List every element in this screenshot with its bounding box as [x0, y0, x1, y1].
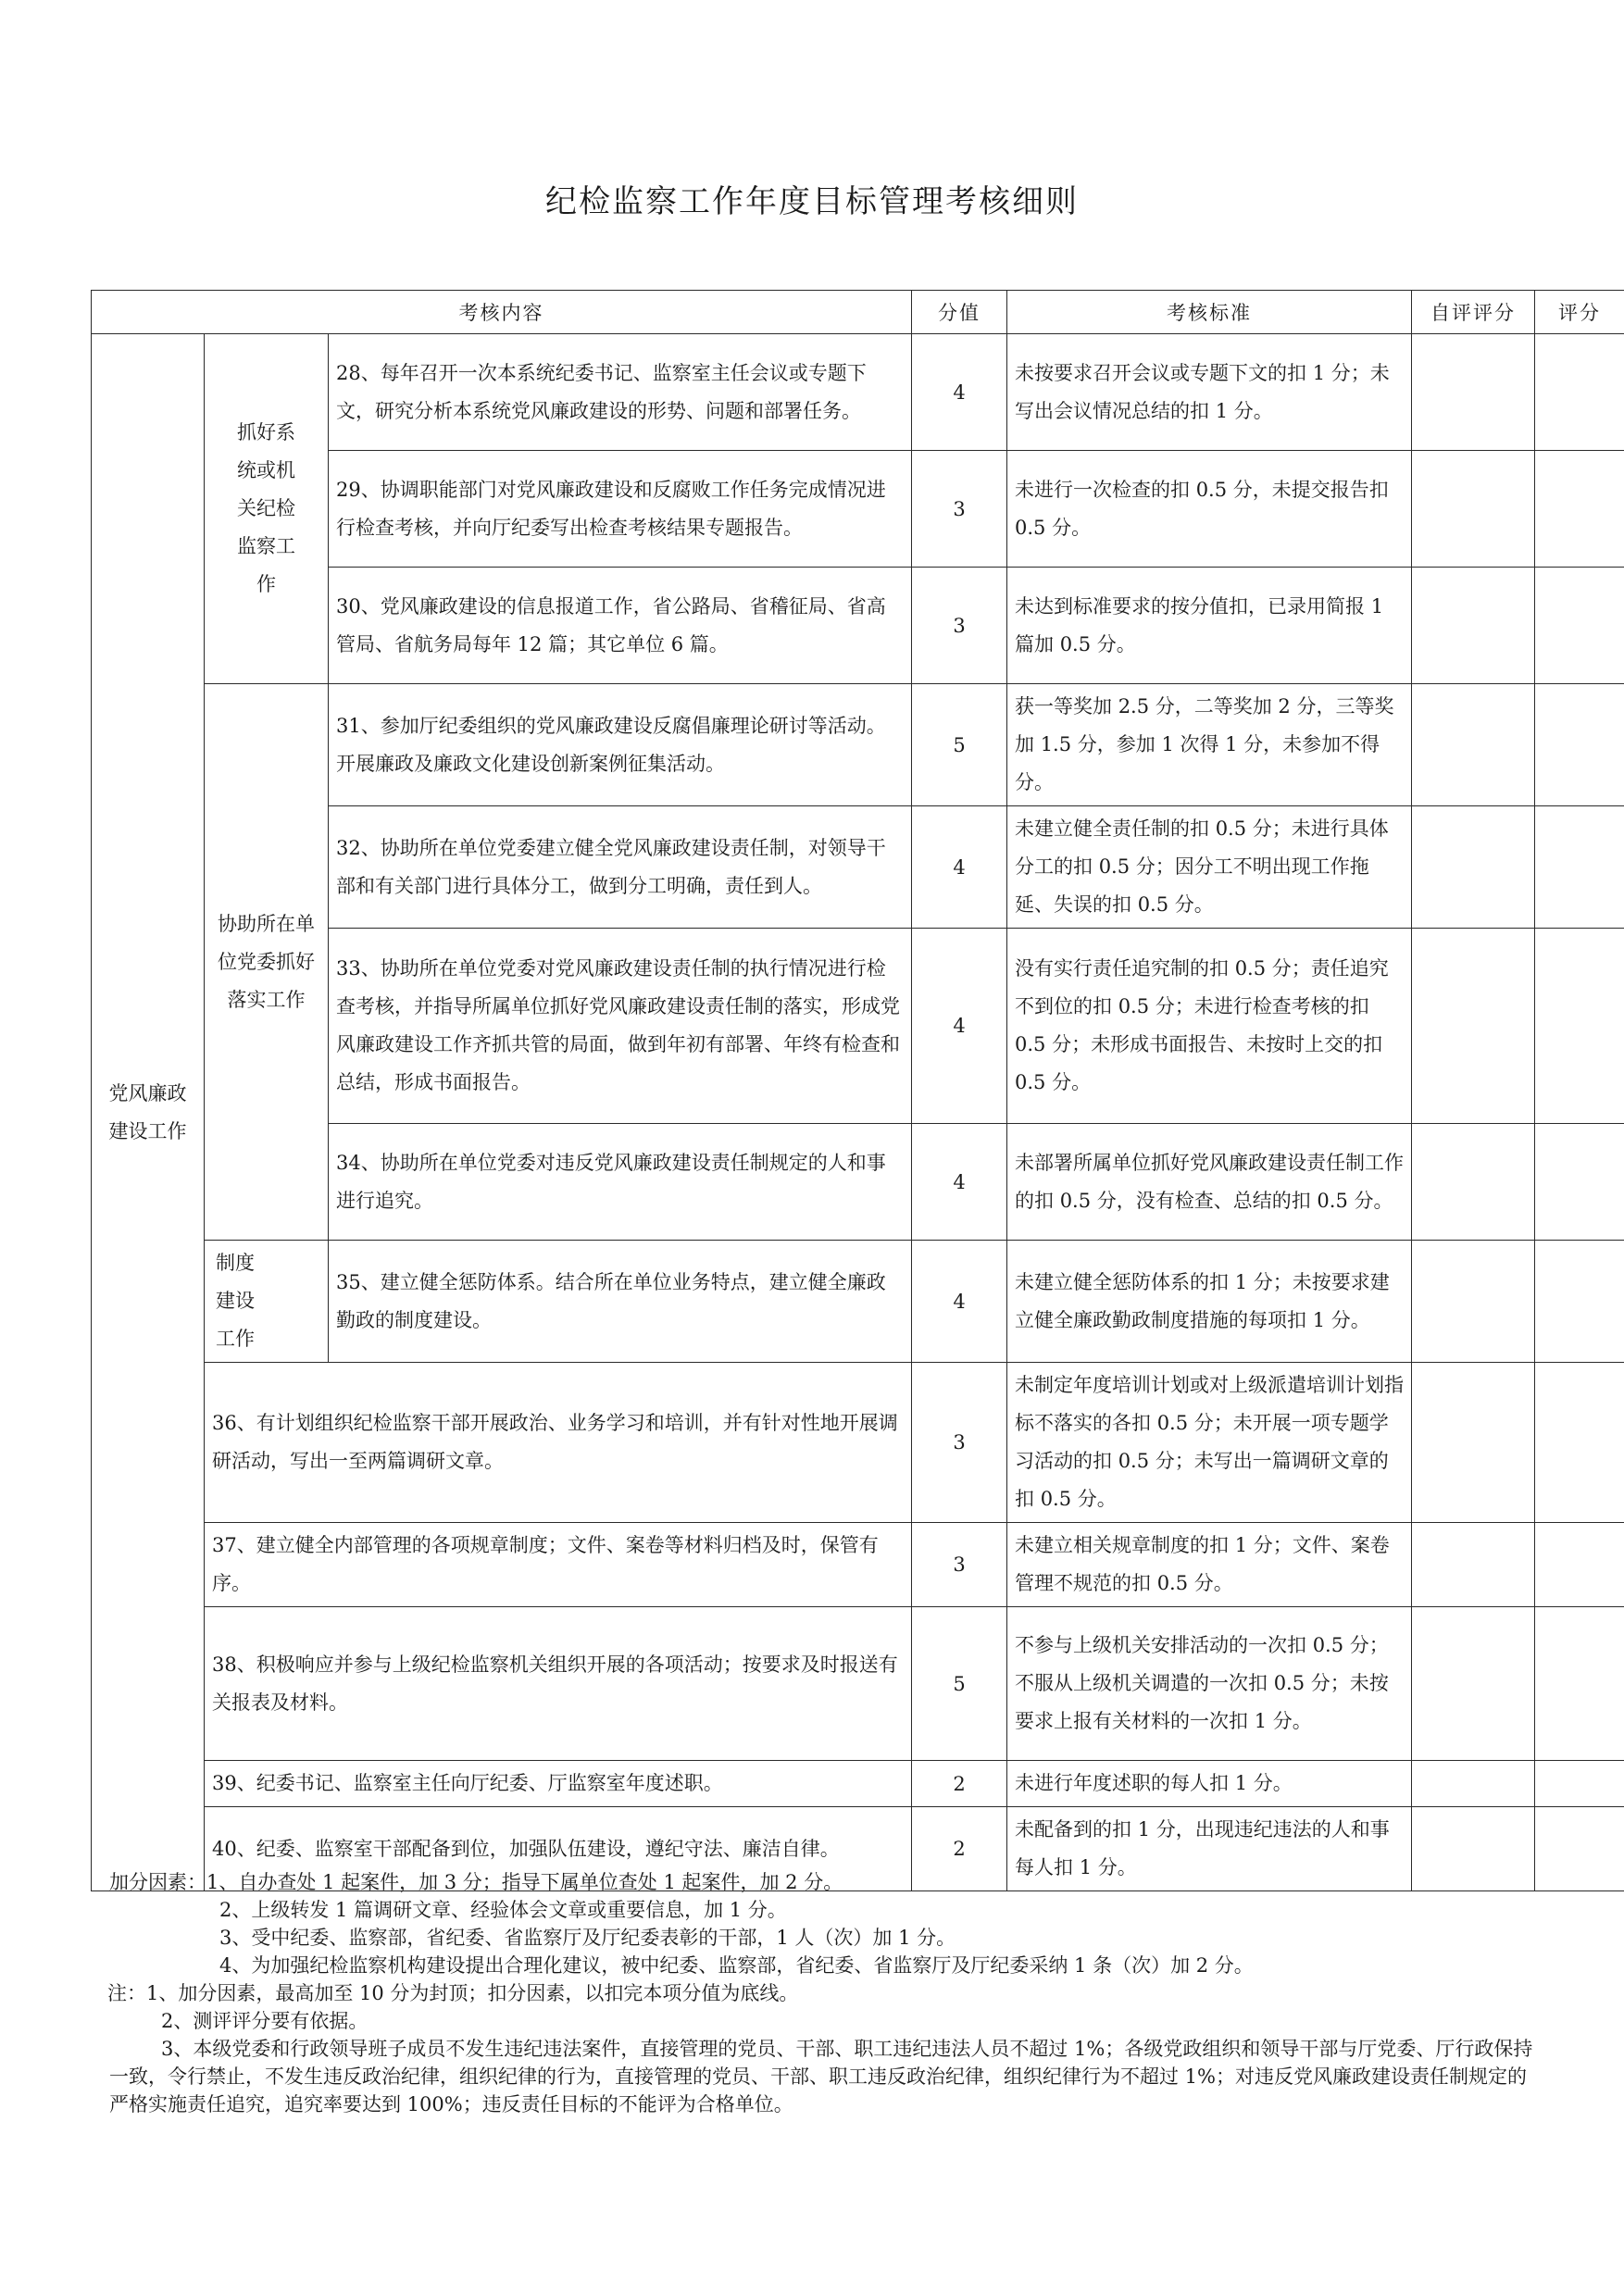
bonus-line [109, 1868, 1535, 1896]
table-row [92, 1363, 1624, 1523]
table-row [92, 1761, 1624, 1807]
standard-cell: 未达到标准要求的按分值扣，已录用简报 1 篇加 0.5 分。 [1007, 568, 1412, 684]
item-cell: 34、协助所在单位党委对违反党风廉政建设责任制规定的人和事进行追究。 [329, 1124, 912, 1241]
self-eval-cell[interactable] [1412, 1761, 1535, 1807]
score-cell: 4 [912, 929, 1007, 1124]
score-cell: 4 [912, 806, 1007, 929]
score-cell: 2 [912, 1761, 1007, 1807]
table-row [92, 1523, 1624, 1607]
eval-cell[interactable] [1535, 1761, 1624, 1807]
standard-cell: 未按要求召开会议或专题下文的扣 1 分；未写出会议情况总结的扣 1 分。 [1007, 334, 1412, 451]
score-cell: 3 [912, 1523, 1007, 1607]
item-cell: 28、每年召开一次本系统纪委书记、监察室主任会议或专题下文，研究分析本系统党风廉政建设的形势、问题和部署任务。 [329, 334, 912, 451]
self-eval-cell[interactable] [1412, 929, 1535, 1124]
category-label: 党风廉政建设工作 [108, 1081, 187, 1142]
score-cell: 5 [912, 1607, 1007, 1761]
score-cell: 3 [912, 1363, 1007, 1523]
eval-cell[interactable] [1535, 451, 1624, 568]
item-cell: 30、党风廉政建设的信息报道工作，省公路局、省稽征局、省高管局、省航务局每年 12 篇；其它单位 6 篇。 [329, 568, 912, 684]
notes-section [109, 1868, 1535, 2118]
standard-cell: 未部署所属单位抓好党风廉政建设责任制工作的扣 0.5 分，没有检查、总结的扣 0.5 分。 [1007, 1124, 1412, 1241]
standard-cell: 未建立相关规章制度的扣 1 分；文件、案卷管理不规范的扣 0.5 分。 [1007, 1523, 1412, 1607]
table-header-row [92, 291, 1624, 334]
header-content: 考核内容 [92, 291, 912, 334]
eval-cell[interactable] [1535, 1607, 1624, 1761]
item-cell: 37、建立健全内部管理的各项规章制度；文件、案卷等材料归档及时，保管有序。 [205, 1523, 912, 1607]
note-label: 注： [107, 1982, 146, 2004]
bonus-item: 1、自办查处 1 起案件，加 3 分；指导下属单位查处 1 起案件，加 2 分。 [206, 1871, 843, 1893]
bonus-label: 加分因素： [109, 1871, 206, 1893]
self-eval-cell[interactable] [1412, 684, 1535, 806]
header-score: 分值 [912, 291, 1007, 334]
header-self-eval: 自评评分 [1412, 291, 1535, 334]
score-cell: 4 [912, 1241, 1007, 1363]
item-cell: 36、有计划组织纪检监察干部开展政治、业务学习和培训，并有针对性地开展调研活动，写出一至两篇调研文章。 [205, 1363, 912, 1523]
self-eval-cell[interactable] [1412, 1241, 1535, 1363]
header-standard: 考核标准 [1007, 291, 1412, 334]
standard-cell: 未进行年度述职的每人扣 1 分。 [1007, 1761, 1412, 1807]
eval-cell[interactable] [1535, 334, 1624, 451]
score-cell: 5 [912, 684, 1007, 806]
standard-cell: 未制定年度培训计划或对上级派遣培训计划指标不落实的各扣 0.5 分；未开展一项专题学习活动的扣 0.5 分；未写出一篇调研文章的扣 0.5 分。 [1007, 1363, 1412, 1523]
standard-cell: 没有实行责任追究制的扣 0.5 分；责任追究不到位的扣 0.5 分；未进行检查考核的扣 0.5 分；未形成书面报告、未按时上交的扣 0.5 分。 [1007, 929, 1412, 1124]
note-item: 1、加分因素，最高加至 10 分为封顶；扣分因素，以扣完本项分值为底线。 [146, 1982, 799, 2004]
category-cell [92, 334, 205, 1891]
eval-cell[interactable] [1535, 1363, 1624, 1523]
self-eval-cell[interactable] [1412, 1124, 1535, 1241]
note-line [107, 1979, 1535, 2007]
item-cell: 29、协调职能部门对党风廉政建设和反腐败工作任务完成情况进行检查考核，并向厅纪委写出检查考核结果专题报告。 [329, 451, 912, 568]
standard-cell: 未建立健全责任制的扣 0.5 分；未进行具体分工的扣 0.5 分；因分工不明出现工作拖延、失误的扣 0.5 分。 [1007, 806, 1412, 929]
table-row [92, 684, 1624, 806]
eval-cell[interactable] [1535, 684, 1624, 806]
group-cell-3 [205, 1241, 329, 1363]
eval-cell[interactable] [1535, 1241, 1624, 1363]
eval-cell[interactable] [1535, 1523, 1624, 1607]
score-cell: 3 [912, 568, 1007, 684]
item-cell: 32、协助所在单位党委建立健全党风廉政建设责任制，对领导干部和有关部门进行具体分工，做到分工明确，责任到人。 [329, 806, 912, 929]
note-item: 3、本级党委和行政领导班子成员不发生违纪违法案件，直接管理的党员、干部、职工违纪违法人员不超过 1%；各级党政组织和领导干部与厅党委、厅行政保持一致，令行禁止，不发生违反政治纪律，组织纪律的行为，直接管理的党员、干部、职工违反政治纪律，组织纪律行为不超过 1%；对违反党风廉政建设责任制规定的严格实施责任追究，追究率要达到 100%；违反责任目标的不能评为合格单位。 [109, 2038, 1533, 2115]
group-cell-2 [205, 684, 329, 1241]
score-cell: 4 [912, 334, 1007, 451]
group-cell-1 [205, 334, 329, 684]
item-cell: 35、建立健全惩防体系。结合所在单位业务特点，建立健全廉政勤政的制度建设。 [329, 1241, 912, 1363]
standard-cell: 未配备到的扣 1 分，出现违纪违法的人和事每人扣 1 分。 [1007, 1807, 1412, 1891]
table-row [92, 1607, 1624, 1761]
bonus-item: 3、受中纪委、监察部，省纪委、省监察厅及厅纪委表彰的干部，1 人（次）加 1 分。 [219, 1927, 956, 1949]
self-eval-cell[interactable] [1412, 451, 1535, 568]
self-eval-cell[interactable] [1412, 806, 1535, 929]
table-row [92, 334, 1624, 451]
self-eval-cell[interactable] [1412, 1363, 1535, 1523]
standard-cell: 不参与上级机关安排活动的一次扣 0.5 分；不服从上级机关调遣的一次扣 0.5 分；未按要求上报有关材料的一次扣 1 分。 [1007, 1607, 1412, 1761]
header-eval: 评分 [1535, 291, 1624, 334]
standard-cell: 获一等奖加 2.5 分，二等奖加 2 分，三等奖加 1.5 分，参加 1 次得 1 分，未参加不得分。 [1007, 684, 1412, 806]
self-eval-cell[interactable] [1412, 1607, 1535, 1761]
score-cell: 3 [912, 451, 1007, 568]
assessment-table [91, 290, 1624, 1891]
bonus-item: 4、为加强纪检监察机构建设提出合理化建议，被中纪委、监察部，省纪委、省监察厅及厅纪委采纳 1 条（次）加 2 分。 [219, 1954, 1254, 1977]
self-eval-cell[interactable] [1412, 568, 1535, 684]
eval-cell[interactable] [1535, 929, 1624, 1124]
score-cell: 2 [912, 1807, 1007, 1891]
bonus-item: 2、上级转发 1 篇调研文章、经验体会文章或重要信息，加 1 分。 [219, 1899, 787, 1921]
eval-cell[interactable] [1535, 806, 1624, 929]
item-cell: 38、积极响应并参与上级纪检监察机关组织开展的各项活动；按要求及时报送有关报表及材料。 [205, 1607, 912, 1761]
group-label: 协助所在单位党委抓好落实工作 [218, 912, 315, 1011]
item-cell: 31、参加厅纪委组织的党风廉政建设反腐倡廉理论研讨等活动。开展廉政及廉政文化建设创新案例征集活动。 [329, 684, 912, 806]
self-eval-cell[interactable] [1412, 1523, 1535, 1607]
eval-cell[interactable] [1535, 1124, 1624, 1241]
item-cell: 33、协助所在单位党委对党风廉政建设责任制的执行情况进行检查考核，并指导所属单位抓好党风廉政建设责任制的落实，形成党风廉政建设工作齐抓共管的局面，做到年初有部署、年终有检查和总结，形成书面报告。 [329, 929, 912, 1124]
page-title: 纪检监察工作年度目标管理考核细则 [545, 183, 1079, 220]
item-cell: 39、纪委书记、监察室主任向厅纪委、厅监察室年度述职。 [205, 1761, 912, 1807]
score-cell: 4 [912, 1124, 1007, 1241]
eval-cell[interactable] [1535, 1807, 1624, 1891]
note-item: 2、测评评分要有依据。 [161, 2010, 369, 2032]
table-row [92, 1241, 1624, 1363]
self-eval-cell[interactable] [1412, 334, 1535, 451]
standard-cell: 未建立健全惩防体系的扣 1 分；未按要求建立健全廉政勤政制度措施的每项扣 1 分。 [1007, 1241, 1412, 1363]
eval-cell[interactable] [1535, 568, 1624, 684]
group-label: 抓好系统或机关纪检监察工作 [237, 421, 295, 595]
item-cell: 40、纪委、监察室干部配备到位，加强队伍建设，遵纪守法、廉洁自律。 [205, 1807, 912, 1891]
group-label: 制度建设工作 [216, 1252, 255, 1350]
standard-cell: 未进行一次检查的扣 0.5 分，未提交报告扣 0.5 分。 [1007, 451, 1412, 568]
